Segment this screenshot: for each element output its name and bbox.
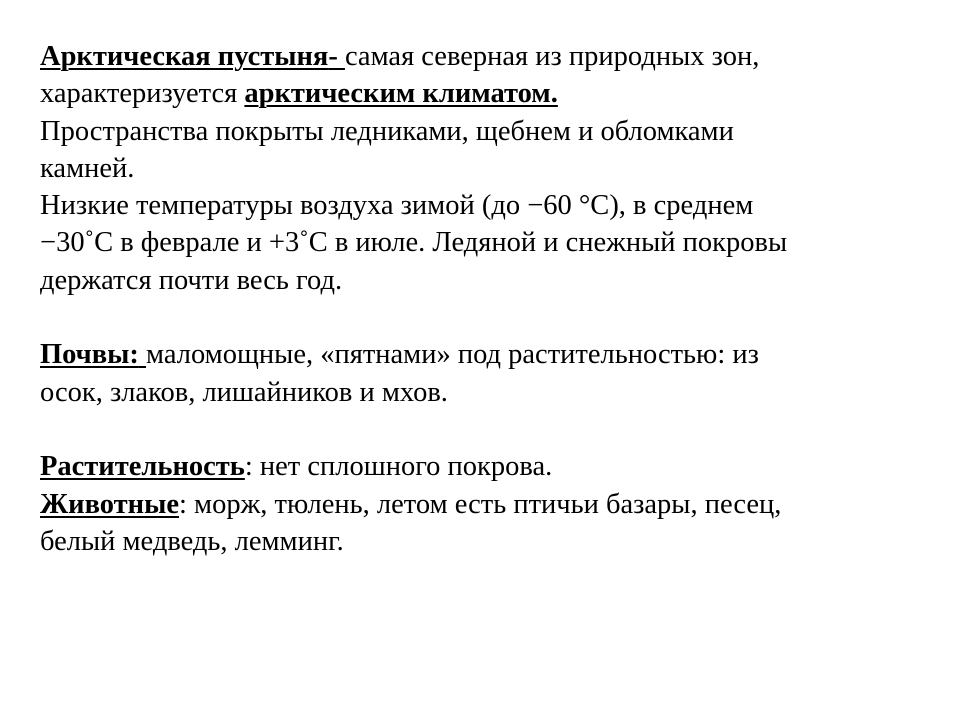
paragraph-spacer: [40, 411, 930, 448]
arctic-climate-term-text: арктическим климатом.: [244, 78, 558, 110]
paragraph-spacer: [40, 299, 930, 336]
arctic-characterized-text: характеризуется: [40, 78, 245, 110]
animals-description-text: : морж, тюлень, летом есть птичьи базары, песец,: [179, 488, 782, 520]
slide-text-block: [40, 38, 930, 560]
animals-line-2: белый медведь, лемминг.: [40, 525, 344, 557]
soils-line-1: [40, 336, 930, 373]
soils-term-trailing: [139, 339, 146, 370]
vegetation-line-1: [40, 448, 930, 485]
arctic-desert-term-suffix: -: [328, 41, 345, 72]
animals-line-1: [40, 486, 930, 523]
arctic-line-1: [40, 38, 930, 75]
arctic-line-2: [40, 75, 930, 112]
vegetation-description-text: : нет сплошного покрова.: [244, 451, 553, 483]
soils-description-text: маломощные, «пятнами» под растительностью: из: [146, 339, 759, 371]
vegetation-term: Растительность: [40, 451, 245, 483]
soils-line-2: осок, злаков, лишайников и мхов.: [40, 376, 448, 408]
animals-term: Животные: [40, 488, 179, 520]
arctic-climate-term: [244, 78, 557, 109]
animals-paragraph: [40, 486, 930, 561]
arctic-line-3: Пространства покрыты ледниками, щебнем и обломками: [40, 115, 734, 147]
arctic-desert-term: [40, 41, 345, 72]
soils-term: [40, 339, 146, 370]
arctic-desert-paragraph: [40, 38, 930, 299]
vegetation-paragraph: [40, 448, 930, 485]
soils-paragraph: [40, 336, 930, 411]
arctic-line-4: камней.: [40, 152, 135, 184]
arctic-definition-text: самая северная из природных зон,: [344, 41, 760, 72]
arctic-line-5: Низкие температуры воздуха зимой (до −60 °C), в среднем: [40, 190, 754, 222]
arctic-line-7: держатся почти весь год.: [40, 264, 343, 296]
soils-term-text: Почвы:: [40, 339, 139, 371]
arctic-desert-term-text: Арктическая пустыня: [40, 41, 329, 72]
arctic-line-6: −30˚С в феврале и +3˚С в июле. Ледяной и снежный покровы: [40, 227, 788, 259]
